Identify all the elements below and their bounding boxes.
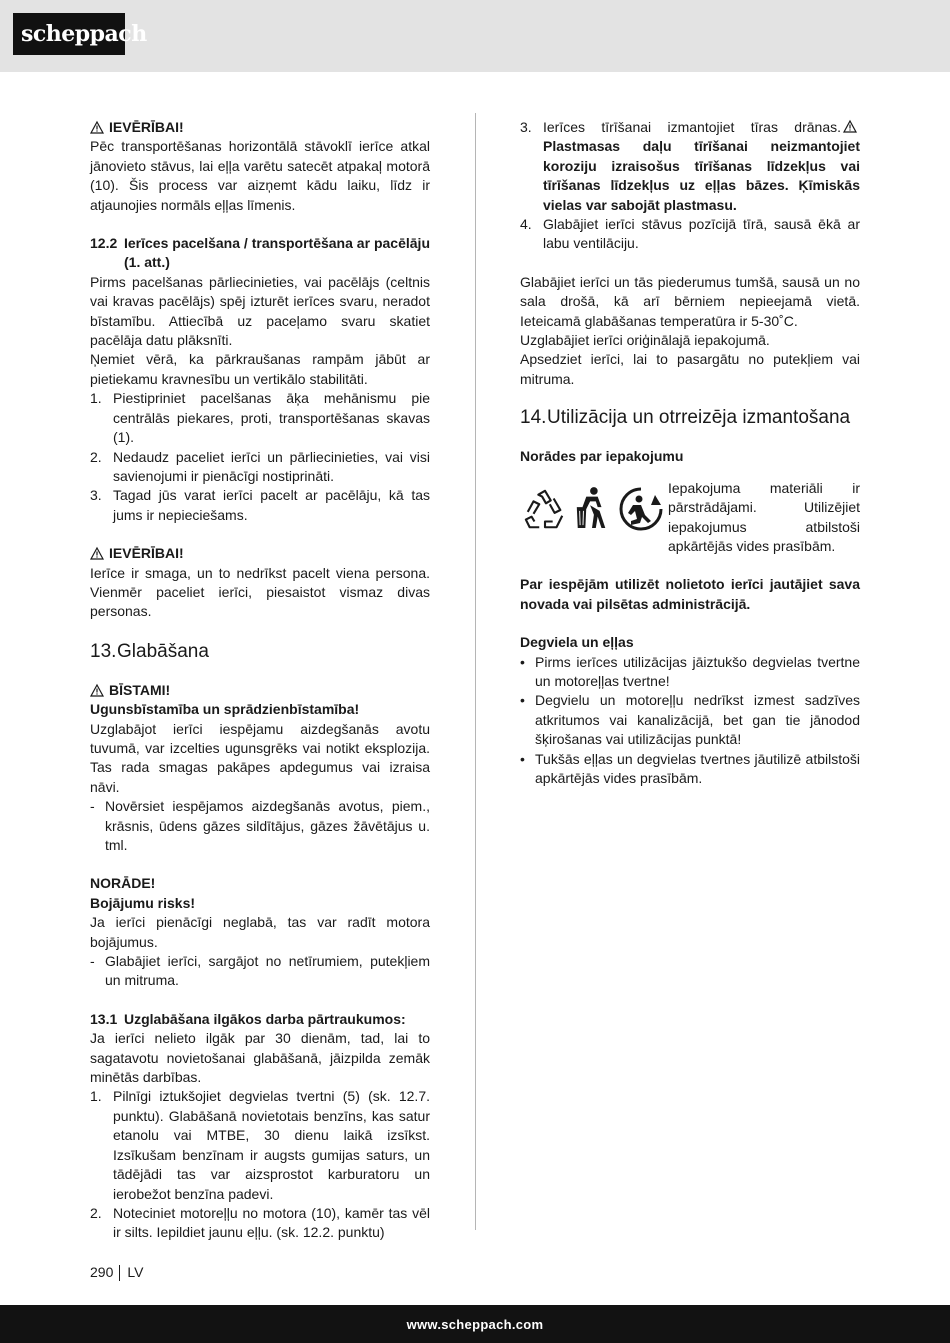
list-marker: • — [520, 750, 525, 767]
column-divider — [475, 113, 476, 1230]
section-title: Glabāšana — [117, 640, 209, 662]
page-number — [90, 1263, 143, 1282]
list-text: Glabājiet ierīci, sargājot no netīrumiem, putekļiem un mitruma. — [105, 953, 430, 989]
warning-triangle-icon — [843, 120, 857, 133]
list-text: Tukšās eļļas un degvielas tvertnes jāutilizē atbilstoši apkārtējās vides prasībām. — [535, 750, 860, 786]
section-number: 13.1 — [90, 1010, 118, 1027]
section-14-heading — [520, 408, 860, 428]
warning-triangle-icon — [90, 547, 104, 560]
section-number: 13. — [90, 640, 117, 662]
packaging-text: Iepakojuma materiāli ir pārstrādājami. Utilizējiet iepakojumus atbilstoši apkārtējās vides prasībām. — [668, 479, 860, 554]
dash-list — [90, 797, 430, 855]
footer-bar — [0, 1305, 950, 1343]
paragraph: Uzglabājiet ierīci oriģinālajā iepakojumā. — [520, 332, 770, 349]
warning-triangle-icon — [90, 121, 104, 134]
list-item — [520, 691, 860, 749]
list-item — [90, 952, 430, 991]
brand-logo: scheppach — [13, 13, 125, 55]
recycle-symbol-icon — [617, 485, 665, 533]
list-text: Degvielu un motoreļļu nedrīkst izmest sadzīves atkritumos vai kanalizācijā, bet gan tie jānodod šķirošanas vai utilizācijas punktā! — [535, 692, 860, 748]
list-text: Noteciniet motoreļļu no motora (10), kamēr tas vēl ir silts. Iepildiet jaunu eļļu. (sk. 12.2. punktu) — [113, 1204, 430, 1241]
website-link[interactable]: www.scheppach.com — [406, 1317, 544, 1332]
list-text: Piestipriniet pacelšanas āķa mehānismu pie centrālās piekares, proti, transportēšanas skavas (1). — [113, 390, 430, 446]
list-item — [90, 486, 430, 525]
warning-triangle-icon — [90, 684, 104, 697]
danger-text: Uzglabājot ierīci iespējamu aizdegšanās avotu tuvumā, var izcelties ugunsgrēks vai notikt eksplozija. Tas rada smagas pakāpes apdegumus vai izraisa nāvi. — [90, 720, 430, 795]
attention-text: Pēc transportēšanas horizontālā stāvoklī ierīce atkal jānovieto stāvus, lai eļļa varētu satecēt atpakaļ motorā (10). Šis process var aizņemt kādu laiku, līdz ir atjaunojies normāls eļļas līmenis. — [90, 138, 430, 213]
attention-heading — [90, 118, 430, 137]
list-item — [90, 1204, 430, 1243]
list-item — [90, 448, 430, 487]
recycle-icon — [522, 487, 568, 533]
section-title: Uzglabāšana ilgākos darba pārtraukumos: — [124, 1010, 406, 1027]
attention-heading — [90, 544, 430, 563]
numbered-list — [520, 118, 860, 254]
attention-label: IEVĒRĪBAI! — [109, 119, 184, 135]
list-text: Novērsiet iespējamos aizdegšanās avotus, piem., krāsnis, ūdens gāzes sildītājus, gāzes žāvētājus u. tml. — [105, 798, 430, 853]
note-text: Ja ierīci pienācīgi neglabā, tas var radīt motora bojājumus. — [90, 914, 430, 950]
list-item — [90, 389, 430, 447]
list-item — [520, 215, 860, 254]
paragraph: Pirms pacelšanas pārliecinieties, vai pacēlājs (celtnis vai kravas pacēlājs) spēj izturēt ierīces svaru, neradot bīstamību. Attiecībā uz paceļamo svaru skatiet pacēlāja datu plāksnīti. — [90, 273, 430, 349]
list-text: Glabājiet ierīci stāvus pozīcijā tīrā, sausā ēkā ar labu ventilāciju. — [543, 216, 860, 252]
list-text: Tagad jūs varat ierīci pacelt ar pacēlāju, kā tas jums ir nepieciešams. — [113, 487, 430, 523]
list-marker: • — [520, 653, 525, 670]
section-13-1-heading — [90, 1010, 430, 1029]
list-marker: • — [520, 692, 525, 709]
trash-bin-icon — [573, 485, 611, 533]
list-marker: 3. — [520, 119, 532, 135]
numbered-list — [90, 389, 430, 525]
list-marker: 1. — [90, 1088, 102, 1105]
list-marker: - — [90, 953, 95, 970]
numbered-list — [90, 1087, 430, 1242]
list-marker: 2. — [90, 1204, 102, 1221]
list-item — [520, 750, 860, 789]
language-code: LV — [127, 1264, 144, 1280]
packaging-info — [520, 479, 860, 557]
note-subheading: Bojājumu risks! — [90, 894, 196, 911]
danger-heading — [90, 681, 430, 700]
danger-subheading: Ugunsbīstamība un sprādzienbīstamība! — [90, 701, 360, 718]
page-number-separator — [119, 1265, 120, 1281]
note-label: NORĀDE! — [90, 875, 156, 892]
attention-label: IEVĒRĪBAI! — [109, 545, 184, 562]
list-text: Pilnīgi iztukšojiet degvielas tvertni (5) (sk. 12.7. punktu). Glabāšanā novietotais benzīns, kas satur etanolu vai MTBE, 30 dienu laikā izsīkst. Izsīkušam benzīnam ir augsts gumijas saturs, un tādējādi tas var aizsprostot karburatoru un ierobežot benzīna padevi. — [113, 1088, 430, 1202]
list-marker: 4. — [520, 216, 532, 233]
list-item — [90, 797, 430, 855]
list-marker: - — [90, 798, 95, 815]
packaging-heading: Norādes par iepakojumu — [520, 448, 684, 465]
list-marker: 1. — [90, 390, 102, 407]
recycling-symbols — [520, 479, 668, 549]
list-marker: 2. — [90, 448, 102, 465]
list-item — [90, 1087, 430, 1203]
list-marker: 3. — [90, 487, 102, 504]
section-title: Utilizācija un otrreizēja izmantošana — [547, 407, 851, 429]
section-number: 14. — [520, 407, 547, 429]
paragraph: Glabājiet ierīci un tās piederumus tumšā, sausā un no sala drošā, kā arī bērniem nepieejamā vietā. Ieteicamā glabāšanas temperatūra ir 5-30˚C. — [520, 273, 860, 329]
bullet-list — [520, 653, 860, 789]
right-column — [520, 118, 860, 788]
danger-label: BĪSTAMI! — [109, 681, 171, 698]
list-text-normal: Ierīces tīrīšanai izmantojiet tīras drānas. — [543, 119, 841, 135]
section-title: Ierīces pacelšana / transportēšana ar pacēlāju (1. att.) — [124, 235, 430, 271]
dash-list — [90, 952, 430, 991]
paragraph: Ņemiet vērā, ka pārkraušanas rampām jābūt ar pietiekamu kravnesību un vertikālo stabilitāti. — [90, 351, 430, 387]
section-number: 12.2 — [90, 235, 118, 252]
left-column — [90, 118, 430, 1243]
header-bar — [0, 0, 950, 72]
list-text: Nedaudz paceliet ierīci un pārliecinieties, vai visi savienojumi ir pienācīgi nostiprināti. — [113, 448, 430, 484]
section-13-heading — [90, 642, 430, 662]
fuel-heading: Degviela un eļļas — [520, 634, 634, 651]
admin-note: Par iespējām utilizēt nolietoto ierīci jautājiet sava novada vai pilsētas administrācijā. — [520, 576, 860, 612]
list-item — [520, 118, 860, 215]
paragraph: Apsedziet ierīci, lai to pasargātu no putekļiem vai mitruma. — [520, 351, 860, 387]
page-number-value: 290 — [90, 1264, 114, 1280]
list-text: Pirms ierīces utilizācijas jāiztukšo degvielas tvertne un motoreļļas tvertne! — [535, 653, 860, 689]
paragraph: Ja ierīci nelieto ilgāk par 30 dienām, tad, lai to sagatavotu novietošanai glabāšanā, jāizpilda zemāk minētās darbības. — [90, 1030, 430, 1086]
list-item — [520, 653, 860, 692]
list-text — [543, 118, 860, 215]
section-12-2-heading — [90, 234, 430, 273]
list-text-bold: Plastmasas daļu tīrīšanai neizmantojiet koroziju izraisošus tīrīšanas līdzekļus vai tīrīšanas līdzekļus uz eļļas bāzes. Ķīmiskās vielas var sabojāt plastmasu. — [543, 138, 860, 213]
attention-text: Ierīce ir smaga, un to nedrīkst pacelt viena persona. Vienmēr paceliet ierīci, piesaistot vismaz divas personas. — [90, 564, 430, 620]
